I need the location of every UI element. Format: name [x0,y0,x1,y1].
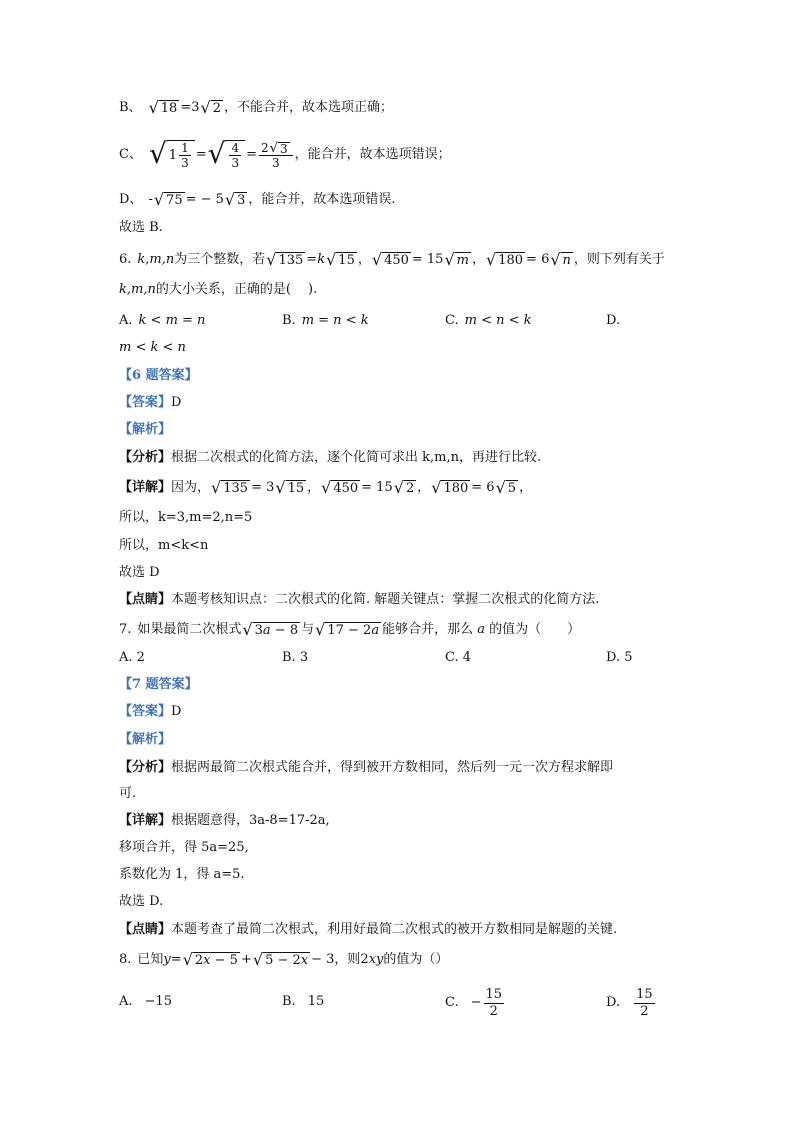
q8-option-d: D. $\frac{15}{2}$ [606,986,653,1019]
q8-number: 8. [119,952,132,967]
q7-option-c: C. 4 [445,650,472,665]
q7-answer: 【答案】 D [119,704,182,719]
q6-fenxi: 【分析】 根据二次根式的化简方法，逐个化简可求出 k,m,n，再进行比较. [119,450,542,465]
q6-answer-tag: 【6 题答案】 [119,368,198,383]
q7-step1: 移项合并，得 5a=25, [119,840,249,855]
q6-option-a: A. k < m = n [119,313,206,328]
q7-fenxi-line2: 可. [119,786,137,801]
q7-detail: 【详解】 根据题意得，3a-8=17-2a, [119,813,330,828]
conclusion-5: 故选 B. [119,220,163,235]
item-d-label: D、 [119,192,143,207]
sqrt-2: √ 2 [200,97,221,117]
q7-answer-tag: 【7 题答案】 [119,677,198,692]
item-c-label: C、 [119,147,142,162]
item-c-text: ，能合并，故本选项错误； [294,147,451,162]
item-d-text: ，能合并，故本选项错误. [248,192,396,207]
q7-number: 7. [119,622,132,637]
q6-stem-line2: k,m,n 的大小关系，正确的是( ). [119,282,318,297]
q6-step1: 所以，k=3,m=2,n=5 [119,510,253,525]
q7-conclusion: 故选 D. [119,894,164,909]
item-b-label: B、 [119,100,142,115]
q6-stem-line1: 6. k,m,n 为三个整数，若 √ 135 = k √ 15 ， √ 450 = 15 √ m ， √ 180 = 6 √ n ，则下列有关于 [119,249,665,269]
item-b-text: ，不能合并，故本选项正确； [223,100,393,115]
q7-option-b: B. 3 [282,650,309,665]
q6-conclusion: 故选 D [119,565,160,580]
q6-option-c: C. m < n < k [445,313,532,328]
frac-2sqrt3-over-3: 2 √ 3 3 [259,141,293,170]
q6-option-d: D. [606,313,621,328]
q6-option-d-value: m < k < n [119,340,186,355]
q8-option-b: B. 15 [282,994,325,1009]
q7-stem: 7. 如果最简二次根式 √ 3a − 8 与 √ 17 − 2a 能够合并，那么 a 的值为（ ） [119,619,581,639]
sqrt-75: √ 75 [153,189,183,209]
q6-answer: 【答案】 D [119,395,182,410]
q7-analysis-label: 【解析】 [119,732,172,747]
q6-step2: 所以，m<k<n [119,538,209,553]
q8-stem: 8. 已知 y = √ 2x − 5 + √ 5 − 2x − 3 ，则 2 xy 的值为（） [119,949,449,969]
item-d: D、 - √ 75 = − 5 √ 3 ，能合并，故本选项错误. [119,189,396,209]
q6-detail: 【详解】 因为， √ 135 = 3 √ 15 ， √ 450 = 15 √ 2 ， √ 180 = 6 √ 5 ， [119,477,533,497]
item-c: C、 √ 1 $\frac{1}{3}$ = √ $\frac{4}{3}$ = 2 √ 3 3 ，能合并，故本选项错误； [119,136,451,170]
q6-comment: 【点睛】 本题考核知识点：二次根式的化简. 解题关键点：掌握二次根式的化简方法. [119,592,600,607]
q6-analysis-label: 【解析】 [119,422,172,437]
q6-number: 6. [119,252,132,267]
q7-step2: 系数化为 1，得 a=5. [119,867,245,882]
q8-option-a: A. −15 [119,994,172,1009]
sqrt-18: √ 18 [148,97,178,117]
q7-option-d: D. 5 [606,650,633,665]
q8-option-c: C. − $\frac{15}{2}$ [445,986,503,1019]
q7-option-a: A. 2 [119,650,145,665]
q7-fenxi-line1: 【分析】 根据两最简二次根式能合并，得到被开方数相同，然后列一元一次方程求解即 [119,760,614,775]
q6-option-b: B. m = n < k [282,313,369,328]
q7-comment: 【点睛】 本题考查了最简二次根式，利用好最简二次根式的被开方数相同是解题的关键. [119,922,618,937]
sqrt-mixed-fraction: √ 1 $\frac{1}{3}$ [149,140,195,171]
sqrt-four-thirds: √ $\frac{4}{3}$ [208,140,245,170]
item-b: B、 √ 18 =3 √ 2 ，不能合并，故本选项正确； [119,97,393,117]
sqrt-3: √ 3 [224,189,246,209]
